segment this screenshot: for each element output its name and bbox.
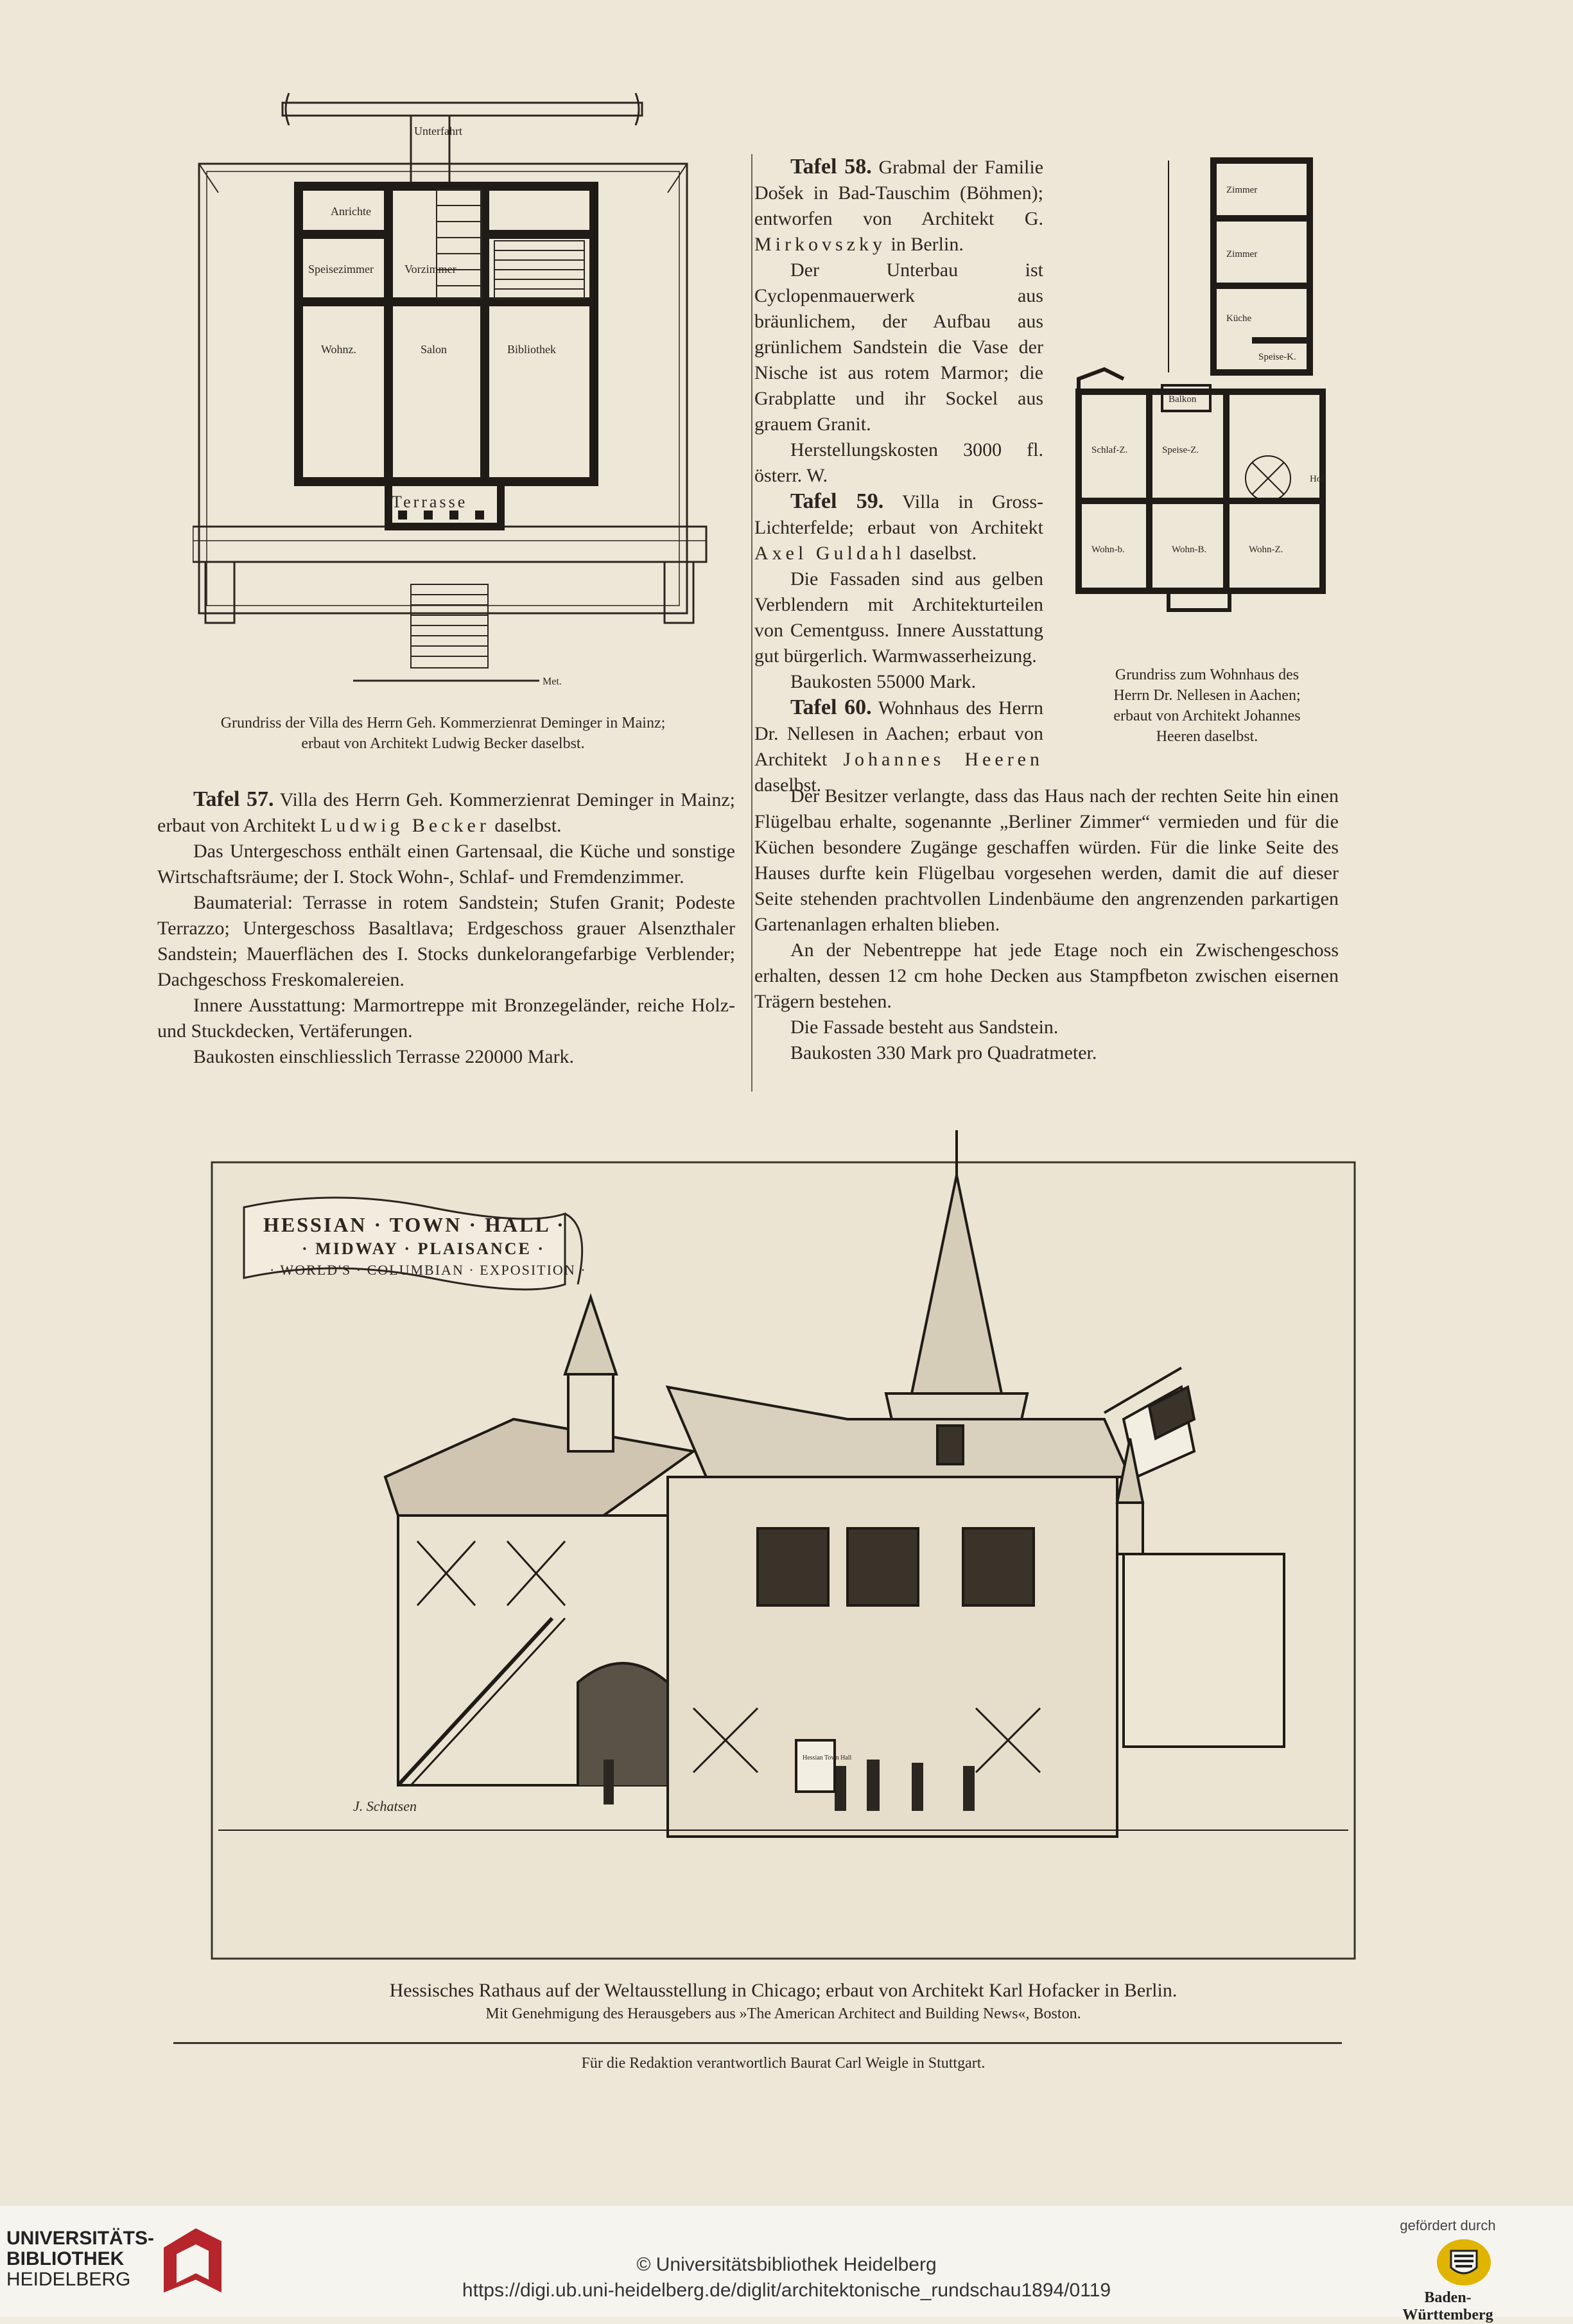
scale-unit: Met. [543, 676, 562, 687]
text-span: in Berlin. [891, 234, 964, 255]
text-span: Villa in Gross-Lichterfelde; erbaut von Architekt [754, 491, 1043, 538]
tafel-58-label: Tafel 58. [790, 155, 872, 179]
caption-illustration [154, 1978, 1412, 2024]
banner-line-3: · WORLD'S · COLUMBIAN · EXPOSITION · [270, 1262, 587, 1278]
text-span: Baukosten 55000 Mark. [790, 671, 977, 692]
text-span: Villa des Herrn Geh. Kommerzienrat Deminger in Mainz; erbaut von Architekt [157, 789, 735, 836]
text-tafel-57 [157, 787, 735, 1070]
footer-bar [0, 2206, 1573, 2323]
caption-illustration-main: Hessisches Rathaus auf der Weltausstellung in Chicago; erbaut von Architekt Karl Hofacker in Berlin. [389, 1980, 1178, 2001]
permalink-url[interactable]: https://digi.ub.uni-heidelberg.de/diglit/architektonische_rundschau1894/0119 [462, 2280, 1111, 2301]
text-span: daselbst. [494, 815, 562, 836]
tafel-59-label: Tafel 59. [790, 489, 884, 513]
plan2-label-wohnb-1: Wohn-b. [1091, 545, 1125, 555]
library-name-line: HEIDELBERG [6, 2269, 131, 2290]
divider-rule [173, 2042, 1342, 2044]
architect-name: Johannes Heeren [843, 749, 1043, 770]
text-tafel-60-continued [754, 783, 1339, 1066]
caption-line: Herrn Dr. Nellesen in Aachen; [1113, 687, 1301, 704]
signboard-text: Hessian Town Hall [803, 1754, 852, 1761]
architect-name: Mirkovszky [754, 234, 886, 255]
text-span: Wohnhaus des Herrn Dr. Nellesen in Aachen; erbaut von Architekt [754, 697, 1043, 770]
text-span: Die Fassade besteht aus Sandstein. [790, 1017, 1059, 1038]
imprint-line: Für die Redaktion verantwortlich Baurat Carl Weigle in Stuttgart. [581, 2055, 986, 2072]
plan2-label-zimmer-1: Zimmer [1226, 185, 1258, 195]
caption-line: Grundriss zum Wohnhaus des [1115, 667, 1299, 683]
caption-line: Heeren daselbst. [1156, 728, 1258, 745]
label-speisezimmer: Speisezimmer [308, 263, 374, 275]
artist-signature: J. Schatsen [353, 1798, 417, 1814]
tafel-57-label: Tafel 57. [193, 787, 274, 811]
text-span: Die Fassaden sind aus gelben Verblendern mit Architekturteilen von Cementguss. Innere Ausstattung gut bürgerlich. Warmwasserheizung. [754, 568, 1043, 667]
text-span: Herstellungskosten 3000 fl. österr. W. [754, 439, 1043, 486]
label-unterfahrt: Unterfahrt [414, 125, 462, 137]
text-span: Innere Ausstattung: Marmortreppe mit Bronzegeländer, reiche Holz- und Stuckdecken, Vertäferungen. [157, 995, 735, 1042]
text-span: Baukosten einschliesslich Terrasse 220000 Mark. [193, 1046, 575, 1067]
column-divider [751, 154, 752, 1092]
text-span: Der Unterbau ist Cyclopenmauerwerk aus bräunlichem, der Aufbau aus grünlichem Sandstein die Vase der Nische ist aus rotem Marmor; die Grabplatte und ihr Sockel aus grauem Granit. [754, 259, 1043, 435]
floor-plan-wohnhaus-nellesen [1066, 148, 1335, 649]
label-bibliothek: Bibliothek [507, 343, 556, 356]
text-tafel-58-59 [754, 154, 1043, 798]
plan2-label-speise-k: Speise-K. [1258, 352, 1296, 362]
plan2-label-speise: Speise-Z. [1162, 445, 1199, 455]
label-vorzimmer: Vorzimmer [404, 263, 456, 275]
sponsor-name: Baden-Württemberg [1402, 2289, 1493, 2323]
banner-line-2: · MIDWAY · PLAISANCE · [302, 1239, 546, 1258]
plan2-label-zimmer-2: Zimmer [1226, 249, 1258, 259]
caption-line: erbaut von Architekt Ludwig Becker daselbst. [301, 735, 585, 752]
library-name-line: BIBLIOTHEK [6, 2248, 125, 2269]
plan2-label-wohnz: Wohn-Z. [1249, 545, 1283, 555]
plan2-label-schlaf: Schlaf-Z. [1091, 445, 1128, 455]
architect-name: Axel Guldahl [754, 543, 905, 564]
caption-illustration-credit: Mit Genehmigung des Herausgebers aus »The American Architect and Building News«, Boston. [485, 2005, 1081, 2022]
plan2-label-wohnb-2: Wohn-B. [1172, 545, 1207, 555]
label-terrasse: Terrasse [392, 493, 468, 511]
text-span: Grabmal der Familie Došek in Bad-Tauschim (Böhmen); entworfen von Architekt G. [754, 157, 1044, 229]
label-wohnz: Wohnz. [321, 343, 357, 356]
text-span: Baukosten 330 Mark pro Quadratmeter. [790, 1042, 1097, 1063]
caption-line: erbaut von Architekt Johannes [1113, 708, 1301, 724]
architect-name: Ludwig Becker [320, 815, 490, 836]
label-anrichte: Anrichte [331, 205, 371, 218]
text-span: Baumaterial: Terrasse in rotem Sandstein; Stufen Granit; Podeste Terrazzo; Untergeschoss Basaltlava; Erdgeschoss grauer Alsenzthaler Sandstein; Mauerflächen des I. Stocks dunkelorangefarbige Verblender; Dachgeschoss Freskomalereien. [157, 892, 735, 990]
plan2-label-balkon: Balkon [1169, 394, 1197, 405]
plan2-label-kueche: Küche [1226, 313, 1252, 324]
copyright-line: © Universitätsbibliothek Heidelberg [636, 2254, 937, 2275]
tafel-60-label: Tafel 60. [790, 695, 872, 719]
text-span: daselbst. [909, 543, 977, 564]
text-span: Das Untergeschoss enthält einen Gartensaal, die Küche und sonstige Wirtschaftsräume; der I. Stock Wohn-, Schlaf- und Fremdenzimmer. [157, 841, 735, 887]
baden-wuerttemberg-crest-icon [1435, 2237, 1493, 2288]
text-span: Der Besitzer verlangte, dass das Haus nach der rechten Seite hin einen Flügelbau erhalte, sogenannte „Berliner Zimmer“ vermieden und für die Küchen besondere Zugänge geschaffen würden. Für die linke Seite des Hauses durfte kein Flügelbau vorgesehen werden, damit die auf dieser Seite stehenden prachtvollen Lindenbäume den angrenzenden parkartigen Gartenanlagen erhalten blieben. [754, 785, 1339, 935]
text-span: An der Nebentreppe hat jede Etage noch ein Zwischengeschoss erhalten, dessen 12 cm hohe Decken aus Stampfbeton zwischen eisernen Trägern bestehen. [754, 939, 1339, 1012]
label-salon: Salon [421, 343, 448, 356]
banner-line-1: HESSIAN · TOWN · HALL · [263, 1213, 566, 1236]
illustration-hessian-town-hall [205, 1117, 1374, 1978]
caption-plan-villa-deminger [154, 713, 732, 754]
plan2-label-hof: Hof [1310, 474, 1325, 484]
sponsor-label: gefördert durch [1400, 2217, 1496, 2233]
library-name-line: UNIVERSITÄTS- [6, 2228, 155, 2249]
caption-plan-nellesen [1066, 665, 1348, 747]
caption-line: Grundriss der Villa des Herrn Geh. Kommerzienrat Deminger in Mainz; [220, 715, 666, 731]
floor-plan-villa-deminger [193, 77, 719, 694]
text-span: daselbst. [754, 774, 822, 796]
